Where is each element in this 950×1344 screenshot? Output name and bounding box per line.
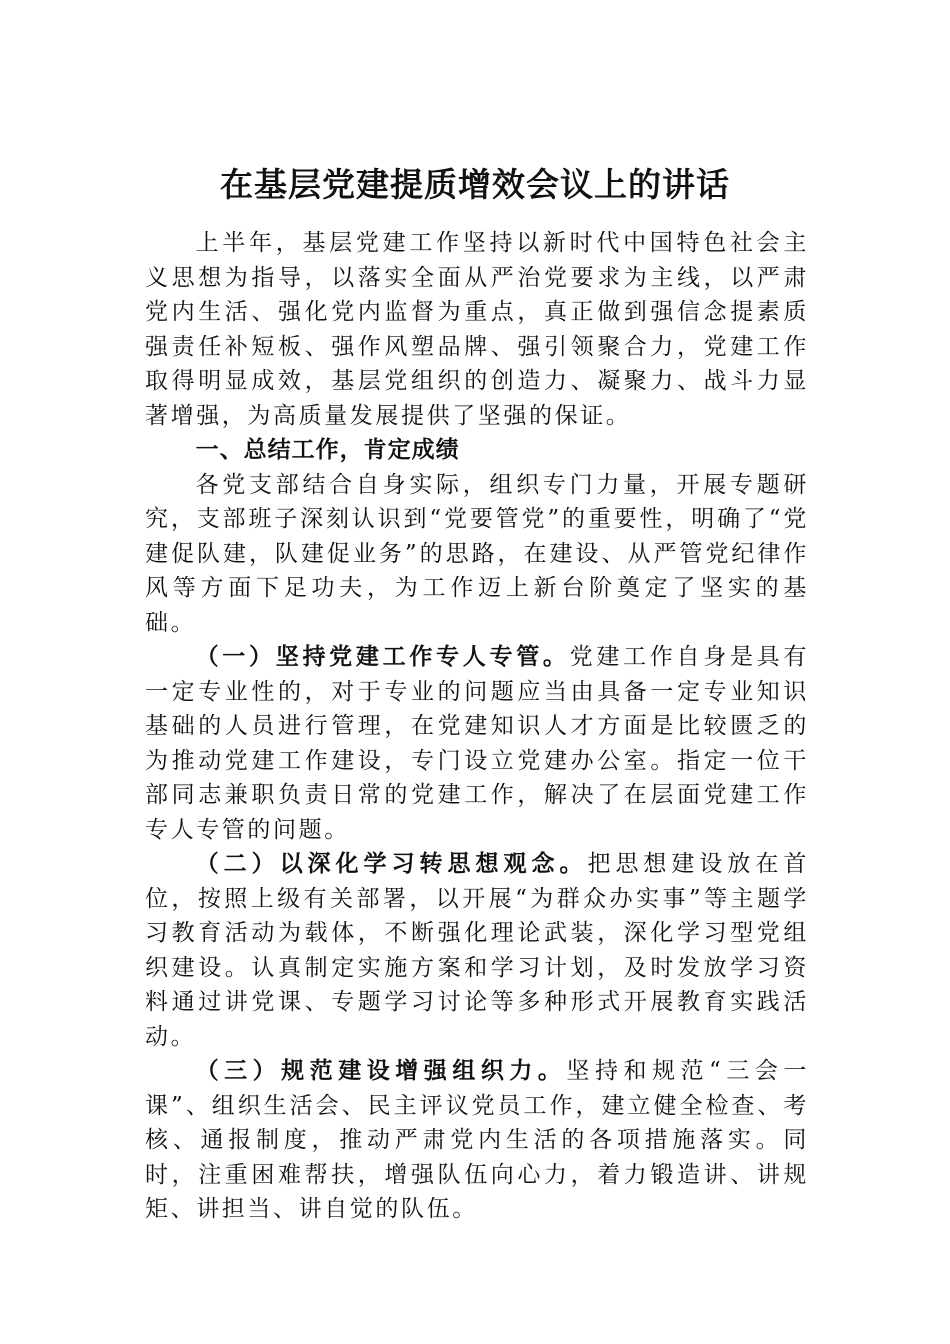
item-paragraph-1 xyxy=(145,640,809,847)
section-paragraph: 各党支部结合自身实际，组织专门力量，开展专题研究，支部班子深刻认识到“党要管党”的重要性，明确了“党建促队建，队建促业务”的思路，在建设、从严管党纪律作风等方面下足功夫，为工作迈上新台阶奠定了坚实的基础。 xyxy=(145,471,809,636)
item-body-2: 把思想建设放在首位，按照上级有关部署，以开展“为群众办实事”等主题学习教育活动为载体，不断强化理论武装，深化学习型党组织建设。认真制定实施方案和学习计划，及时发放学习资料通过讲党课、专题学习讨论等多种形式开展教育实践活动。 xyxy=(145,851,809,1050)
item-body-3: 坚持和规范“三会一课”、组织生活会、民主评议党员工作，建立健全检查、考核、通报制度，推动严肃党内生活的各项措施落实。同时，注重困难帮扶，增强队伍向心力，着力锻造讲、讲规矩、讲担当、讲自觉的队伍。 xyxy=(145,1058,809,1222)
item-paragraph-3 xyxy=(145,1054,809,1227)
item-paragraph-2 xyxy=(145,847,809,1054)
item-title-2: （二）以深化学习转思想观念。 xyxy=(195,850,588,877)
item-title-1: （一）坚持党建工作专人专管。 xyxy=(195,643,570,670)
intro-paragraph: 上半年，基层党建工作坚持以新时代中国特色社会主义思想为指导，以落实全面从严治党要求为主线，以严肃党内生活、强化党内监督为重点，真正做到强信念提素质强责任补短板、强作风塑品牌、强引领聚合力，党建工作取得明显成效，基层党组织的创造力、凝聚力、战斗力显著增强，为高质量发展提供了坚强的保证。 xyxy=(145,230,809,429)
item-body-1: 党建工作自身是具有一定专业性的，对于专业的问题应当由具备一定专业知识基础的人员进行管理，在党建知识人才方面是比较匮乏的为推动党建工作建设，专门设立党建办公室。指定一位干部同志兼职负责日常的党建工作，解决了在层面党建工作专人专管的问题。 xyxy=(145,644,809,843)
document-title: 在基层党建提质增效会议上的讲话 xyxy=(220,165,730,204)
document-body xyxy=(145,226,809,1227)
item-title-3: （三）规范建设增强组织力。 xyxy=(195,1057,567,1084)
section-heading: 一、总结工作，肯定成绩 xyxy=(195,437,460,463)
